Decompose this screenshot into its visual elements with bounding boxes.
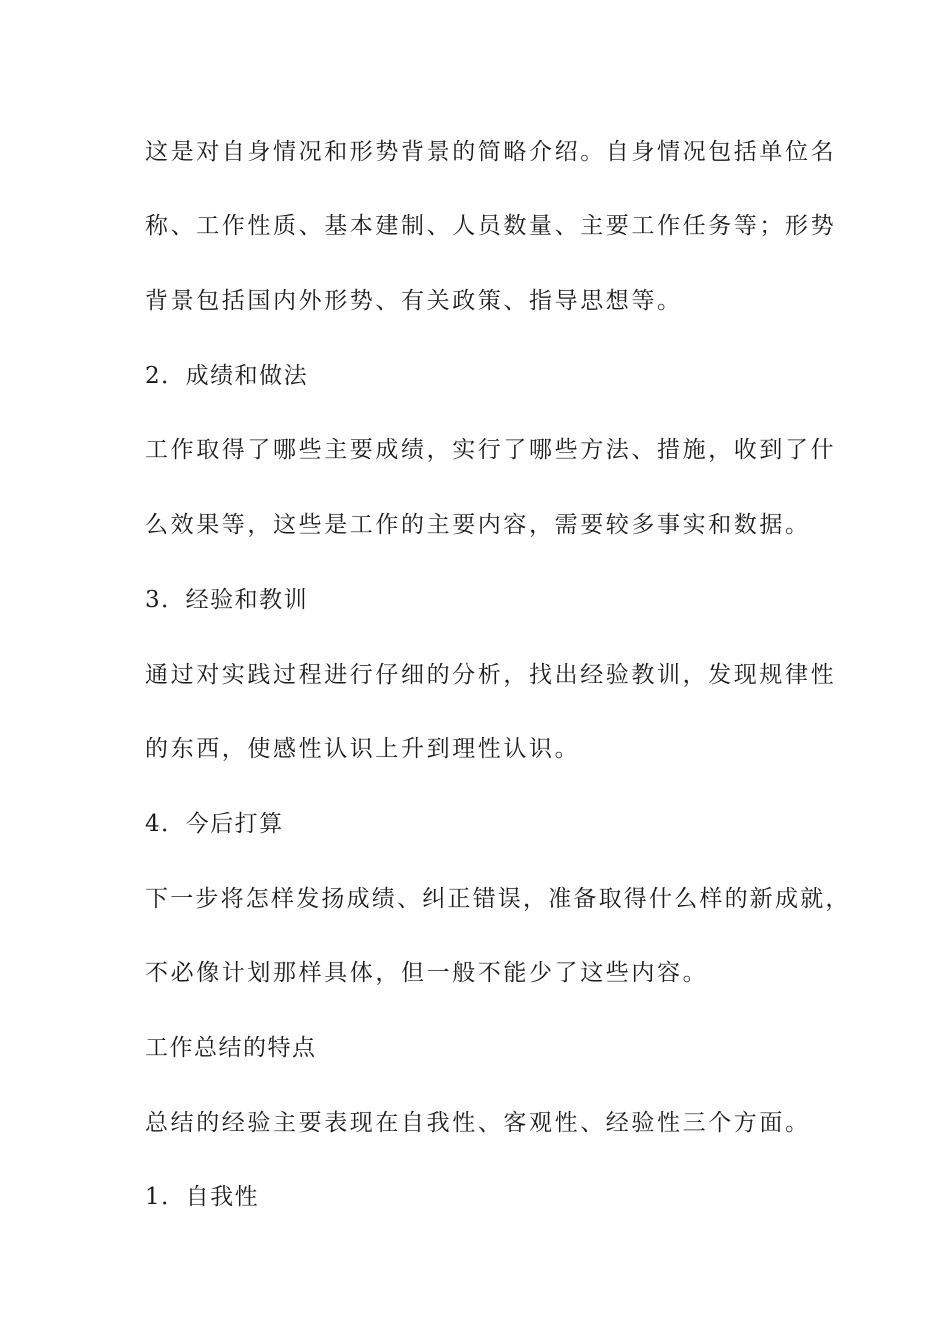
paragraph-achievements-line-1: 工作取得了哪些主要成绩，实行了哪些方法、措施，收到了什 <box>145 437 837 463</box>
paragraph-intro-line-3: 背景包括国内外形势、有关政策、指导思想等。 <box>145 288 683 314</box>
section-heading-plans: 4．今后打算 <box>145 811 284 837</box>
paragraph-intro-line-2: 称、工作性质、基本建制、人员数量、主要工作任务等；形势 <box>145 213 837 239</box>
paragraph-experience-line-1: 通过对实践过程进行仔细的分析，找出经验教训，发现规律性 <box>145 662 837 688</box>
section-heading-experience: 3．经验和教训 <box>145 587 309 613</box>
paragraph-plans-line-1: 下一步将怎样发扬成绩、纠正错误，准备取得什么样的新成就， <box>145 886 851 912</box>
section-heading-achievements: 2．成绩和做法 <box>145 363 309 389</box>
paragraph-experience-line-2: 的东西，使感性认识上升到理性认识。 <box>145 736 581 762</box>
paragraph-plans-line-2: 不必像计划那样具体，但一般不能少了这些内容。 <box>145 960 709 986</box>
paragraph-features-line-1: 总结的经验主要表现在自我性、客观性、经验性三个方面。 <box>145 1110 811 1136</box>
paragraph-intro-line-1: 这是对自身情况和形势背景的简略介绍。自身情况包括单位名 <box>145 139 837 165</box>
section-heading-self: 1．自我性 <box>145 1184 260 1210</box>
paragraph-achievements-line-2: 么效果等，这些是工作的主要内容，需要较多事实和数据。 <box>145 512 811 538</box>
section-heading-features: 工作总结的特点 <box>145 1035 317 1061</box>
